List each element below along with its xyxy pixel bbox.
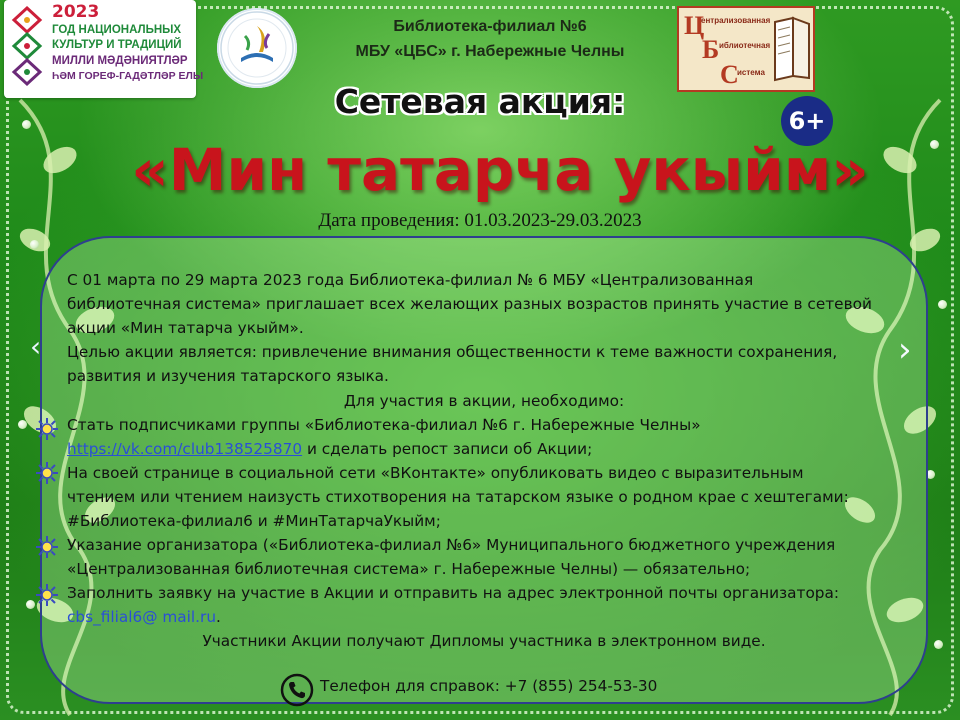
phone-info: Телефон для справок: +7 (855) 254-53-30 [320,677,658,695]
closing-note: Участники Акции получают Дипломы участника в электронном виде. [202,632,766,650]
event-type-heading: Сетевая акция: [334,82,626,121]
cbs-logo [677,6,815,92]
condition-4-end: . [216,608,221,626]
condition-1-rest: и сделать репост записи об Акции; [302,440,593,458]
sun-bullet-icon [36,418,58,440]
library-logo [217,8,297,88]
cbs-word: ентрализованная [701,16,771,25]
condition-2-hashtags: #Библиотека-филиал6 и #МинТатарчаУкыйм; [67,512,441,530]
book-quill-icon [217,8,297,88]
condition-3-text: «Централизованная библиотечная система» г. Набережные Челны) — обязательно; [67,560,751,578]
cbs-letter: Ц [684,11,705,40]
pearl [26,600,35,609]
cbs-word: иблиотечная [719,41,771,50]
intro-line: С 01 марта по 29 марта 2023 года Библиотека-филиал № 6 МБУ «Централизованная [67,271,754,289]
condition-4-line2 [67,605,907,629]
conditions-heading: Для участия в акции, необходимо: [343,392,625,410]
pearl [18,420,27,429]
vk-group-link[interactable]: https://vk.com/club138525870 [67,440,303,458]
age-rating-badge: 6+ [781,96,833,146]
pearl [22,120,31,129]
event-title: «Мин татарча укыйм» [131,136,869,204]
badge-year: 2023 [52,2,100,22]
year-of-cultures-badge [4,0,204,98]
cbs-letter: С [720,60,739,89]
badge-line: КУЛЬТУР И ТРАДИЦИЙ [52,39,182,51]
condition-1-line2 [67,437,907,461]
badge-line: МИЛЛИ МӘДӘНИЯТЛӘР [52,55,188,67]
sun-bullet-icon [36,462,58,484]
cbs-word: истема [737,68,765,77]
pearl [938,300,947,309]
intro-line: акции «Мин татарча укыйм». [67,319,304,337]
phone-icon [280,673,314,707]
sun-bullet-icon [36,584,58,606]
intro-line: библиотечная система» приглашает всех желающих разных возрастов принять участие в сетевой [67,295,872,313]
badge-line: ҺӘМ ГОРЕФ-ГАДӘТЛӘР ЕЛЫ [52,70,204,82]
pearl [934,640,943,649]
pearl [30,240,39,249]
ornament-icon [8,4,46,88]
goal-line: Целью акции является: привлечение внимания общественности к теме важности сохранения, [67,343,838,361]
condition-3-text: Указание организатора («Библиотека-филиал №6» Муниципального бюджетного учреждения [67,536,836,554]
organizer-email[interactable]: cbs_filial6@ mail.ru [67,608,217,626]
open-book-icon [771,16,813,82]
condition-4-text: Заполнить заявку на участие в Акции и отправить на адрес электронной почты организатора: [67,584,840,602]
condition-2-text: чтением или чтением наизусть стихотворения на татарском языке о родном крае с хештегами: [67,488,849,506]
sun-bullet-icon [36,536,58,558]
goal-line: развития и изучения татарского языка. [67,367,389,385]
header-library-name: Библиотека-филиал №6 [393,18,587,35]
condition-2-text: На своей странице в социальной сети «ВКонтакте» опубликовать видео с выразительным [67,464,804,482]
prev-slide-arrow[interactable]: ‹ [30,330,42,363]
header-organization: МБУ «ЦБС» г. Набережные Челны [355,43,625,60]
pearl [930,140,939,149]
condition-1-text: Стать подписчиками группы «Библиотека-филиал №6 г. Набережные Челны» [67,416,701,434]
next-slide-arrow[interactable]: › [898,330,912,370]
badge-line: ГОД НАЦИОНАЛЬНЫХ [52,24,182,36]
event-dates: Дата проведения: 01.03.2023-29.03.2023 [318,210,642,231]
cbs-letter: Б [702,35,720,64]
